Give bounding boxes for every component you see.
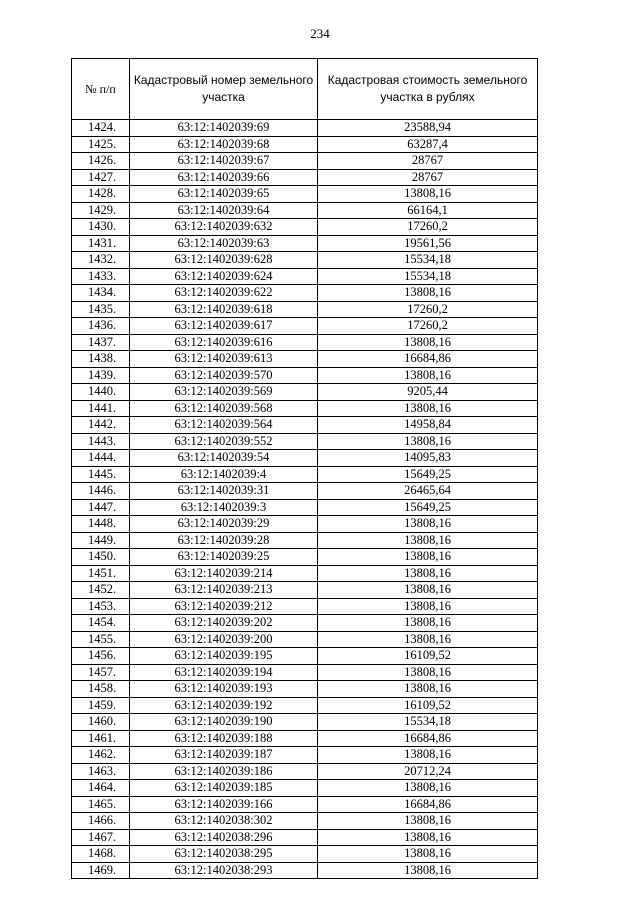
table-row (72, 466, 538, 483)
row-number-cell: 1459. (72, 697, 130, 714)
header-cadastral-number (130, 59, 318, 120)
cadastral-value-cell: 13808,16 (318, 565, 538, 582)
cadastral-value-cell: 63287,4 (318, 136, 538, 153)
row-number-cell: 1458. (72, 681, 130, 698)
cadastral-number-cell: 63:12:1402039:187 (130, 747, 318, 764)
row-number-cell: 1440. (72, 384, 130, 401)
row-number-cell: 1451. (72, 565, 130, 582)
table-row (72, 186, 538, 203)
cadastral-value-cell: 13808,16 (318, 532, 538, 549)
row-number-cell: 1457. (72, 664, 130, 681)
header-number-label: № п/п (85, 81, 116, 96)
cadastral-value-cell: 16109,52 (318, 697, 538, 714)
cadastral-value-cell: 17260,2 (318, 219, 538, 236)
table-row (72, 697, 538, 714)
row-number-cell: 1447. (72, 499, 130, 516)
row-number-cell: 1460. (72, 714, 130, 731)
cadastral-number-cell: 63:12:1402039:166 (130, 796, 318, 813)
row-number-cell: 1463. (72, 763, 130, 780)
row-number-cell: 1430. (72, 219, 130, 236)
cadastral-number-cell: 63:12:1402039:31 (130, 483, 318, 500)
cadastral-number-cell: 63:12:1402039:28 (130, 532, 318, 549)
cadastral-value-cell: 13808,16 (318, 186, 538, 203)
row-number-cell: 1448. (72, 516, 130, 533)
cadastral-number-cell: 63:12:1402039:202 (130, 615, 318, 632)
row-number-cell: 1432. (72, 252, 130, 269)
cadastral-number-cell: 63:12:1402039:195 (130, 648, 318, 665)
cadastral-value-cell: 13808,16 (318, 615, 538, 632)
row-number-cell: 1441. (72, 400, 130, 417)
table-row (72, 582, 538, 599)
cadastral-value-cell: 13808,16 (318, 549, 538, 566)
cadastral-number-cell: 63:12:1402039:564 (130, 417, 318, 434)
cadastral-value-cell: 13808,16 (318, 664, 538, 681)
table-row (72, 813, 538, 830)
table-row (72, 169, 538, 186)
cadastral-value-cell: 19561,56 (318, 235, 538, 252)
cadastral-number-cell: 63:12:1402039:617 (130, 318, 318, 335)
row-number-cell: 1462. (72, 747, 130, 764)
table-row (72, 714, 538, 731)
row-number-cell: 1469. (72, 862, 130, 879)
cadastral-number-cell: 63:12:1402039:616 (130, 334, 318, 351)
cadastral-value-cell: 13808,16 (318, 846, 538, 863)
cadastral-value-cell: 28767 (318, 153, 538, 170)
table-row (72, 829, 538, 846)
cadastral-number-cell: 63:12:1402039:632 (130, 219, 318, 236)
table-row (72, 763, 538, 780)
table-row (72, 136, 538, 153)
table-row (72, 219, 538, 236)
cadastral-number-cell: 63:12:1402039:193 (130, 681, 318, 698)
table-row (72, 268, 538, 285)
cadastral-number-cell: 63:12:1402038:302 (130, 813, 318, 830)
cadastral-number-cell: 63:12:1402039:54 (130, 450, 318, 467)
row-number-cell: 1428. (72, 186, 130, 203)
table-row (72, 796, 538, 813)
cadastral-number-cell: 63:12:1402039:3 (130, 499, 318, 516)
table-row (72, 730, 538, 747)
table-row (72, 483, 538, 500)
cadastral-value-cell: 20712,24 (318, 763, 538, 780)
cadastral-number-cell: 63:12:1402039:624 (130, 268, 318, 285)
cadastral-value-cell: 15534,18 (318, 714, 538, 731)
cadastral-value-cell: 13808,16 (318, 400, 538, 417)
cadastral-value-cell: 13808,16 (318, 598, 538, 615)
table-row (72, 499, 538, 516)
cadastral-number-cell: 63:12:1402039:628 (130, 252, 318, 269)
cadastral-number-cell: 63:12:1402039:185 (130, 780, 318, 797)
table-row (72, 153, 538, 170)
cadastral-value-cell: 14958,84 (318, 417, 538, 434)
cadastral-value-cell: 17260,2 (318, 318, 538, 335)
table-row (72, 285, 538, 302)
cadastral-number-cell: 63:12:1402039:69 (130, 120, 318, 137)
cadastral-value-table (71, 58, 538, 879)
table-row (72, 235, 538, 252)
cadastral-number-cell: 63:12:1402039:64 (130, 202, 318, 219)
cadastral-value-cell: 13808,16 (318, 829, 538, 846)
row-number-cell: 1437. (72, 334, 130, 351)
cadastral-value-cell: 9205,44 (318, 384, 538, 401)
row-number-cell: 1438. (72, 351, 130, 368)
cadastral-value-cell: 15534,18 (318, 268, 538, 285)
table-row (72, 301, 538, 318)
row-number-cell: 1453. (72, 598, 130, 615)
cadastral-number-cell: 63:12:1402039:67 (130, 153, 318, 170)
table-row (72, 681, 538, 698)
table-body (72, 120, 538, 879)
cadastral-value-cell: 13808,16 (318, 681, 538, 698)
cadastral-number-cell: 63:12:1402039:186 (130, 763, 318, 780)
cadastral-number-cell: 63:12:1402039:4 (130, 466, 318, 483)
table-row (72, 862, 538, 879)
table-row (72, 532, 538, 549)
cadastral-number-cell: 63:12:1402039:213 (130, 582, 318, 599)
cadastral-value-cell: 13808,16 (318, 433, 538, 450)
cadastral-number-cell: 63:12:1402039:29 (130, 516, 318, 533)
header-cadastral-value (318, 59, 538, 120)
cadastral-value-cell: 23588,94 (318, 120, 538, 137)
cadastral-number-cell: 63:12:1402039:212 (130, 598, 318, 615)
cadastral-number-cell: 63:12:1402039:192 (130, 697, 318, 714)
cadastral-value-cell: 13808,16 (318, 631, 538, 648)
cadastral-number-cell: 63:12:1402039:200 (130, 631, 318, 648)
row-number-cell: 1433. (72, 268, 130, 285)
table-row (72, 846, 538, 863)
table-row (72, 747, 538, 764)
table-row (72, 598, 538, 615)
table-row (72, 780, 538, 797)
header-number (72, 59, 130, 120)
row-number-cell: 1444. (72, 450, 130, 467)
cadastral-value-cell: 13808,16 (318, 334, 538, 351)
table-row (72, 516, 538, 533)
cadastral-number-cell: 63:12:1402038:293 (130, 862, 318, 879)
cadastral-number-cell: 63:12:1402039:552 (130, 433, 318, 450)
table-row (72, 565, 538, 582)
row-number-cell: 1443. (72, 433, 130, 450)
row-number-cell: 1450. (72, 549, 130, 566)
table-row (72, 202, 538, 219)
row-number-cell: 1466. (72, 813, 130, 830)
row-number-cell: 1442. (72, 417, 130, 434)
cadastral-number-cell: 63:12:1402038:296 (130, 829, 318, 846)
table-row (72, 549, 538, 566)
cadastral-value-cell: 15649,25 (318, 499, 538, 516)
cadastral-value-cell: 17260,2 (318, 301, 538, 318)
cadastral-number-cell: 63:12:1402039:570 (130, 367, 318, 384)
table-header-row (72, 59, 538, 120)
cadastral-value-cell: 13808,16 (318, 285, 538, 302)
cadastral-value-cell: 14095,83 (318, 450, 538, 467)
cadastral-value-cell: 13808,16 (318, 862, 538, 879)
row-number-cell: 1427. (72, 169, 130, 186)
cadastral-number-cell: 63:12:1402039:63 (130, 235, 318, 252)
cadastral-value-cell: 15534,18 (318, 252, 538, 269)
header-cadastral-value-label: Кадастровая стоимость земельного участка в рублях (327, 73, 528, 104)
cadastral-number-cell: 63:12:1402039:190 (130, 714, 318, 731)
cadastral-number-cell: 63:12:1402039:188 (130, 730, 318, 747)
table-row (72, 664, 538, 681)
table-row (72, 615, 538, 632)
table-row (72, 318, 538, 335)
row-number-cell: 1452. (72, 582, 130, 599)
table-row (72, 367, 538, 384)
row-number-cell: 1456. (72, 648, 130, 665)
row-number-cell: 1425. (72, 136, 130, 153)
cadastral-value-cell: 13808,16 (318, 747, 538, 764)
page-number: 234 (310, 26, 330, 41)
cadastral-number-cell: 63:12:1402039:68 (130, 136, 318, 153)
row-number-cell: 1446. (72, 483, 130, 500)
row-number-cell: 1436. (72, 318, 130, 335)
table-row (72, 384, 538, 401)
row-number-cell: 1439. (72, 367, 130, 384)
cadastral-value-cell: 15649,25 (318, 466, 538, 483)
cadastral-value-cell: 16684,86 (318, 351, 538, 368)
row-number-cell: 1434. (72, 285, 130, 302)
cadastral-value-cell: 13808,16 (318, 367, 538, 384)
table-row (72, 433, 538, 450)
cadastral-number-cell: 63:12:1402039:65 (130, 186, 318, 203)
cadastral-number-cell: 63:12:1402039:622 (130, 285, 318, 302)
cadastral-number-cell: 63:12:1402039:194 (130, 664, 318, 681)
table-row (72, 631, 538, 648)
row-number-cell: 1465. (72, 796, 130, 813)
cadastral-value-cell: 28767 (318, 169, 538, 186)
cadastral-number-cell: 63:12:1402039:618 (130, 301, 318, 318)
cadastral-number-cell: 63:12:1402039:569 (130, 384, 318, 401)
cadastral-number-cell: 63:12:1402038:295 (130, 846, 318, 863)
table-row (72, 417, 538, 434)
row-number-cell: 1424. (72, 120, 130, 137)
cadastral-value-cell: 26465,64 (318, 483, 538, 500)
cadastral-number-cell: 63:12:1402039:66 (130, 169, 318, 186)
cadastral-number-cell: 63:12:1402039:25 (130, 549, 318, 566)
cadastral-value-cell: 16684,86 (318, 730, 538, 747)
cadastral-number-cell: 63:12:1402039:568 (130, 400, 318, 417)
row-number-cell: 1464. (72, 780, 130, 797)
cadastral-value-cell: 13808,16 (318, 516, 538, 533)
row-number-cell: 1445. (72, 466, 130, 483)
cadastral-value-cell: 13808,16 (318, 582, 538, 599)
row-number-cell: 1429. (72, 202, 130, 219)
cadastral-number-cell: 63:12:1402039:613 (130, 351, 318, 368)
row-number-cell: 1467. (72, 829, 130, 846)
table-row (72, 252, 538, 269)
header-cadastral-number-label: Кадастровый номер земельного участка (133, 73, 314, 104)
row-number-cell: 1461. (72, 730, 130, 747)
row-number-cell: 1431. (72, 235, 130, 252)
row-number-cell: 1449. (72, 532, 130, 549)
cadastral-value-cell: 16684,86 (318, 796, 538, 813)
row-number-cell: 1468. (72, 846, 130, 863)
row-number-cell: 1454. (72, 615, 130, 632)
table-row (72, 334, 538, 351)
table-row (72, 120, 538, 137)
table-row (72, 648, 538, 665)
row-number-cell: 1455. (72, 631, 130, 648)
cadastral-value-cell: 16109,52 (318, 648, 538, 665)
row-number-cell: 1435. (72, 301, 130, 318)
cadastral-value-cell: 13808,16 (318, 780, 538, 797)
table-row (72, 450, 538, 467)
cadastral-number-cell: 63:12:1402039:214 (130, 565, 318, 582)
table-row (72, 351, 538, 368)
cadastral-value-cell: 66164,1 (318, 202, 538, 219)
cadastral-value-cell: 13808,16 (318, 813, 538, 830)
table-row (72, 400, 538, 417)
row-number-cell: 1426. (72, 153, 130, 170)
